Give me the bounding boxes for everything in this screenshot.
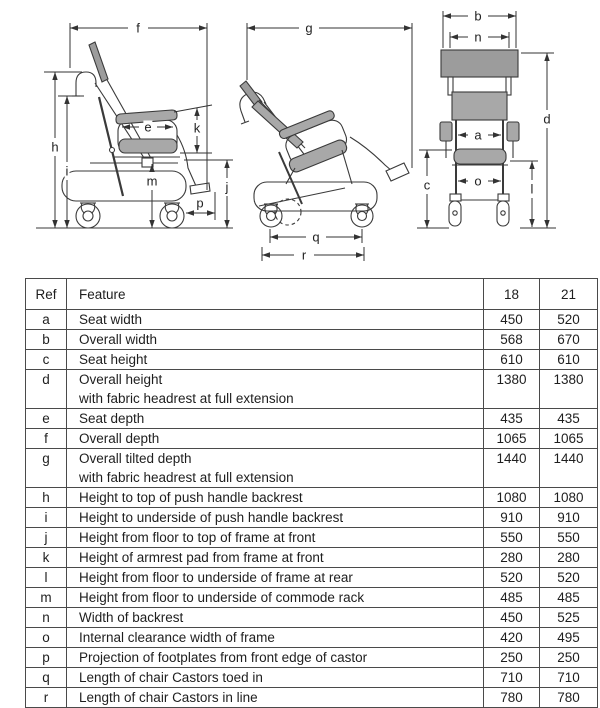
table-row xyxy=(26,408,597,428)
feature-line-1: Overall height xyxy=(79,372,163,387)
header-18: 18 xyxy=(483,279,539,309)
table-row xyxy=(26,627,597,647)
feature-cell: Internal clearance width of frame xyxy=(66,628,483,647)
value-21-cell: 280 xyxy=(539,548,597,567)
dim-label-g: g xyxy=(305,20,313,36)
feature-cell: Height of armrest pad from frame at front xyxy=(66,548,483,567)
dim-label-c: c xyxy=(423,177,431,193)
value-18-cell: 610 xyxy=(483,350,539,369)
ref-cell: e xyxy=(42,411,50,426)
dim-label-h: h xyxy=(51,139,59,155)
table-row xyxy=(26,587,597,607)
dim-label-j: j xyxy=(225,179,229,195)
value-18-cell: 1440 xyxy=(483,449,539,487)
dim-label-p: p xyxy=(196,195,204,211)
value-21-cell: 1080 xyxy=(539,488,597,507)
value-21-cell: 495 xyxy=(539,628,597,647)
table-row xyxy=(26,349,597,369)
value-18-cell: 1065 xyxy=(483,429,539,448)
table-row xyxy=(26,428,597,448)
value-21-cell: 610 xyxy=(539,350,597,369)
value-21-cell: 525 xyxy=(539,608,597,627)
feature-cell: Height to top of push handle backrest xyxy=(66,488,483,507)
ref-cell: h xyxy=(42,490,50,505)
value-18-cell: 485 xyxy=(483,588,539,607)
table-row xyxy=(26,567,597,587)
dim-label-l: l xyxy=(530,181,534,197)
feature-cell xyxy=(66,370,483,408)
value-21-cell: 710 xyxy=(539,668,597,687)
table-row xyxy=(26,487,597,507)
feature-line-1: Overall tilted depth xyxy=(79,451,192,466)
ref-cell: f xyxy=(44,431,48,446)
table-row xyxy=(26,687,597,707)
value-18-cell: 450 xyxy=(483,608,539,627)
feature-cell: Length of chair Castors toed in xyxy=(66,668,483,687)
table-row xyxy=(26,448,597,487)
feature-cell xyxy=(66,449,483,487)
ref-cell: m xyxy=(40,590,52,605)
feature-cell: Overall depth xyxy=(66,429,483,448)
feature-cell: Seat width xyxy=(66,310,483,329)
ref-cell: o xyxy=(42,630,50,645)
value-21-cell: 1065 xyxy=(539,429,597,448)
value-21-cell: 1440 xyxy=(539,449,597,487)
value-21-cell: 250 xyxy=(539,648,597,667)
ref-cell: l xyxy=(44,570,48,585)
ref-cell: i xyxy=(44,510,48,525)
value-18-cell: 520 xyxy=(483,568,539,587)
feature-cell: Overall width xyxy=(66,330,483,349)
value-18-cell: 250 xyxy=(483,648,539,667)
dim-label-f: f xyxy=(136,20,140,36)
value-21-cell: 1380 xyxy=(539,370,597,408)
dim-label-e: e xyxy=(144,119,152,135)
feature-cell: Width of backrest xyxy=(66,608,483,627)
feature-line-2: with fabric headrest at full extension xyxy=(79,470,294,485)
value-21-cell: 520 xyxy=(539,310,597,329)
tilted-view-chair xyxy=(240,81,409,227)
feature-cell: Height to underside of push handle backrest xyxy=(66,508,483,527)
feature-cell: Projection of footplates from front edge of castor xyxy=(66,648,483,667)
feature-cell: Height from floor to underside of commode rack xyxy=(66,588,483,607)
header-feature: Feature xyxy=(66,279,483,309)
dim-label-n: n xyxy=(474,29,482,45)
feature-line-2: with fabric headrest at full extension xyxy=(79,391,294,406)
value-21-cell: 520 xyxy=(539,568,597,587)
dim-label-k: k xyxy=(193,120,201,136)
dim-label-d: d xyxy=(543,111,551,127)
value-18-cell: 1380 xyxy=(483,370,539,408)
dim-label-a: a xyxy=(474,127,482,143)
value-18-cell: 435 xyxy=(483,409,539,428)
ref-cell: k xyxy=(42,550,50,565)
feature-cell: Length of chair Castors in line xyxy=(66,688,483,707)
ref-cell: b xyxy=(42,332,50,347)
table-row xyxy=(26,369,597,408)
feature-cell: Seat depth xyxy=(66,409,483,428)
ref-cell: a xyxy=(42,312,50,327)
dim-label-o: o xyxy=(474,173,482,189)
dim-label-r: r xyxy=(301,247,307,263)
feature-cell: Height from floor to top of frame at front xyxy=(66,528,483,547)
value-21-cell: 780 xyxy=(539,688,597,707)
value-18-cell: 568 xyxy=(483,330,539,349)
ref-cell: c xyxy=(42,352,50,367)
dim-label-q: q xyxy=(312,229,320,245)
table-header-row xyxy=(26,279,597,309)
value-21-cell: 550 xyxy=(539,528,597,547)
ref-cell: g xyxy=(42,451,50,466)
value-18-cell: 1080 xyxy=(483,488,539,507)
table-row xyxy=(26,547,597,567)
table-row xyxy=(26,309,597,329)
feature-cell: Seat height xyxy=(66,350,483,369)
ref-cell: r xyxy=(43,690,49,705)
table-row xyxy=(26,329,597,349)
ref-cell: n xyxy=(42,610,50,625)
value-21-cell: 485 xyxy=(539,588,597,607)
value-21-cell: 910 xyxy=(539,508,597,527)
table-row xyxy=(26,647,597,667)
table-row xyxy=(26,667,597,687)
ref-cell: p xyxy=(42,650,50,665)
dimensions-table xyxy=(25,278,598,708)
ref-cell: q xyxy=(42,670,50,685)
value-18-cell: 910 xyxy=(483,508,539,527)
tilted-view-dimensions xyxy=(247,20,412,261)
table-row xyxy=(26,527,597,547)
header-21: 21 xyxy=(539,279,597,309)
value-18-cell: 780 xyxy=(483,688,539,707)
dim-label-m: m xyxy=(146,173,158,189)
side-view-dimensions xyxy=(44,20,233,228)
table-row xyxy=(26,607,597,627)
feature-cell: Height from floor to underside of frame at rear xyxy=(66,568,483,587)
table-row xyxy=(26,507,597,527)
value-18-cell: 280 xyxy=(483,548,539,567)
technical-drawing xyxy=(0,0,600,278)
ref-cell: d xyxy=(42,372,50,387)
value-18-cell: 420 xyxy=(483,628,539,647)
value-21-cell: 670 xyxy=(539,330,597,349)
value-21-cell: 435 xyxy=(539,409,597,428)
value-18-cell: 710 xyxy=(483,668,539,687)
value-18-cell: 450 xyxy=(483,310,539,329)
ref-cell: j xyxy=(44,530,48,545)
value-18-cell: 550 xyxy=(483,528,539,547)
header-ref: Ref xyxy=(35,286,57,302)
dim-label-b: b xyxy=(474,8,482,24)
dimension-diagram xyxy=(0,0,600,278)
dim-label-i: i xyxy=(65,163,69,179)
